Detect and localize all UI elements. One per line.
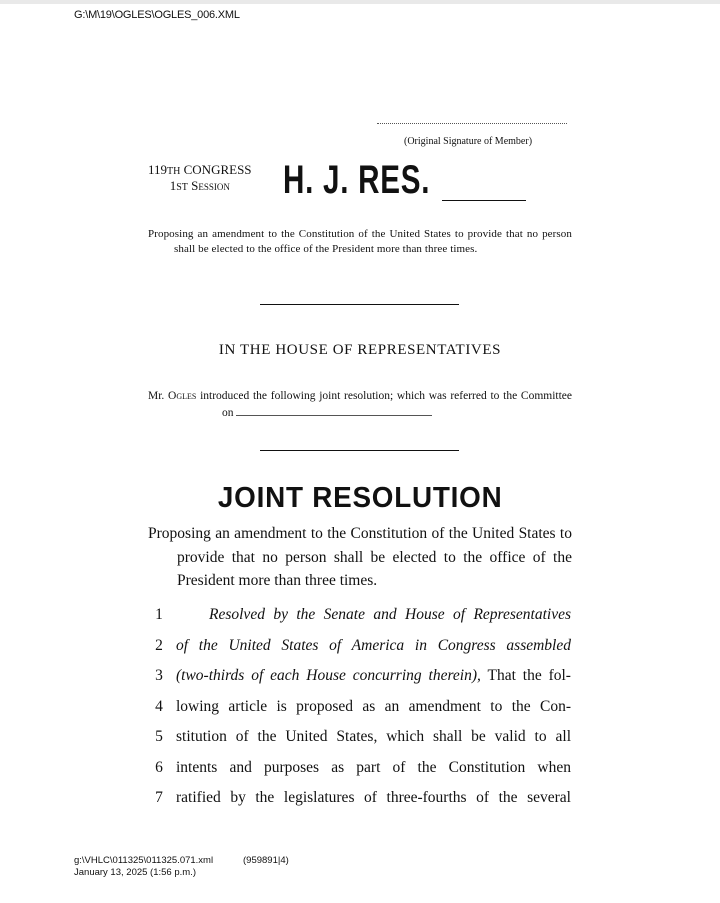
- congress-number: 119: [148, 162, 168, 177]
- resolution-line-text: stitution of the United States, which shall be valid to all: [176, 728, 571, 745]
- resolution-line-text: ratified by the legislatures of three-fourths of the several: [176, 789, 571, 806]
- resolution-line-text: That the fol-: [480, 667, 571, 684]
- resolution-line-italic: (two-thirds of each House concurring therein),: [176, 667, 481, 684]
- top-edge-bar: [0, 0, 720, 4]
- joint-resolution-subtitle: Proposing an amendment to the Constitution of the United States to provide that no person shall be elected to the office of the President more than three times.: [148, 525, 572, 589]
- resolution-line: [176, 758, 571, 778]
- congress-word: CONGRESS: [183, 162, 252, 177]
- joint-resolution-heading-text: JOINT RESOLUTION: [217, 482, 503, 514]
- session-word: Session: [191, 178, 230, 193]
- session-number: 1: [169, 178, 177, 193]
- chamber-heading: IN THE HOUSE OF REPRESENTATIVES: [218, 342, 502, 358]
- divider-rule: [260, 304, 459, 305]
- resolution-line: [176, 727, 571, 747]
- resolution-line-text: lowing article is proposed as an amendment to the Con-: [176, 698, 571, 715]
- footer-path-date: [74, 855, 213, 879]
- footer-path: g:\VHLC\011325\011325.071.xml: [74, 855, 214, 866]
- joint-resolution-heading: [0, 482, 720, 515]
- divider-rule: [260, 450, 459, 451]
- footer-code: (959891|4): [243, 855, 289, 866]
- bill-number: H. J. RES.: [283, 158, 431, 202]
- line-number: 5: [155, 728, 163, 745]
- line-number: 3: [155, 667, 163, 684]
- resolution-line-text: intents and purposes as part of the Constitution when: [176, 759, 571, 776]
- congress-session-block: [148, 163, 252, 195]
- session-ordinal: ST: [176, 182, 188, 193]
- resolution-line: [176, 697, 571, 717]
- file-path: G:\M\19\OGLES\OGLES_006.XML: [74, 9, 240, 21]
- introduction-paragraph: [148, 389, 572, 421]
- congress-line: [148, 163, 252, 179]
- line-number: 6: [155, 759, 163, 776]
- line-number: 7: [155, 789, 163, 806]
- signature-caption: (Original Signature of Member): [404, 136, 533, 147]
- resolution-line-italic: of the United States of America in Congress assembled: [176, 637, 571, 654]
- sponsor-prefix: Mr.: [148, 390, 165, 402]
- resolution-line: [209, 605, 571, 625]
- bill-summary: Proposing an amendment to the Constitution of the United States to provide that no person shall be elected to the office of the President more than three times.: [148, 228, 572, 255]
- line-number: 4: [155, 698, 163, 715]
- bill-number-blank: [442, 200, 526, 201]
- resolution-line: [176, 636, 571, 656]
- committee-blank: [236, 405, 432, 416]
- sponsor-name: Ogles: [168, 390, 197, 402]
- resolution-line-italic: Resolved by the Senate and House of Representatives: [209, 606, 571, 623]
- line-number: 2: [155, 637, 163, 654]
- resolution-line: [176, 788, 571, 808]
- signature-line: [377, 123, 567, 124]
- introduction-text: introduced the following joint resolution; which was referred to the Committee on: [200, 390, 573, 419]
- line-number: 1: [155, 606, 163, 623]
- congress-ordinal: TH: [167, 166, 181, 177]
- resolution-line: [176, 666, 571, 686]
- footer-date: January 13, 2025 (1:56 p.m.): [74, 867, 196, 878]
- session-line: [148, 179, 252, 195]
